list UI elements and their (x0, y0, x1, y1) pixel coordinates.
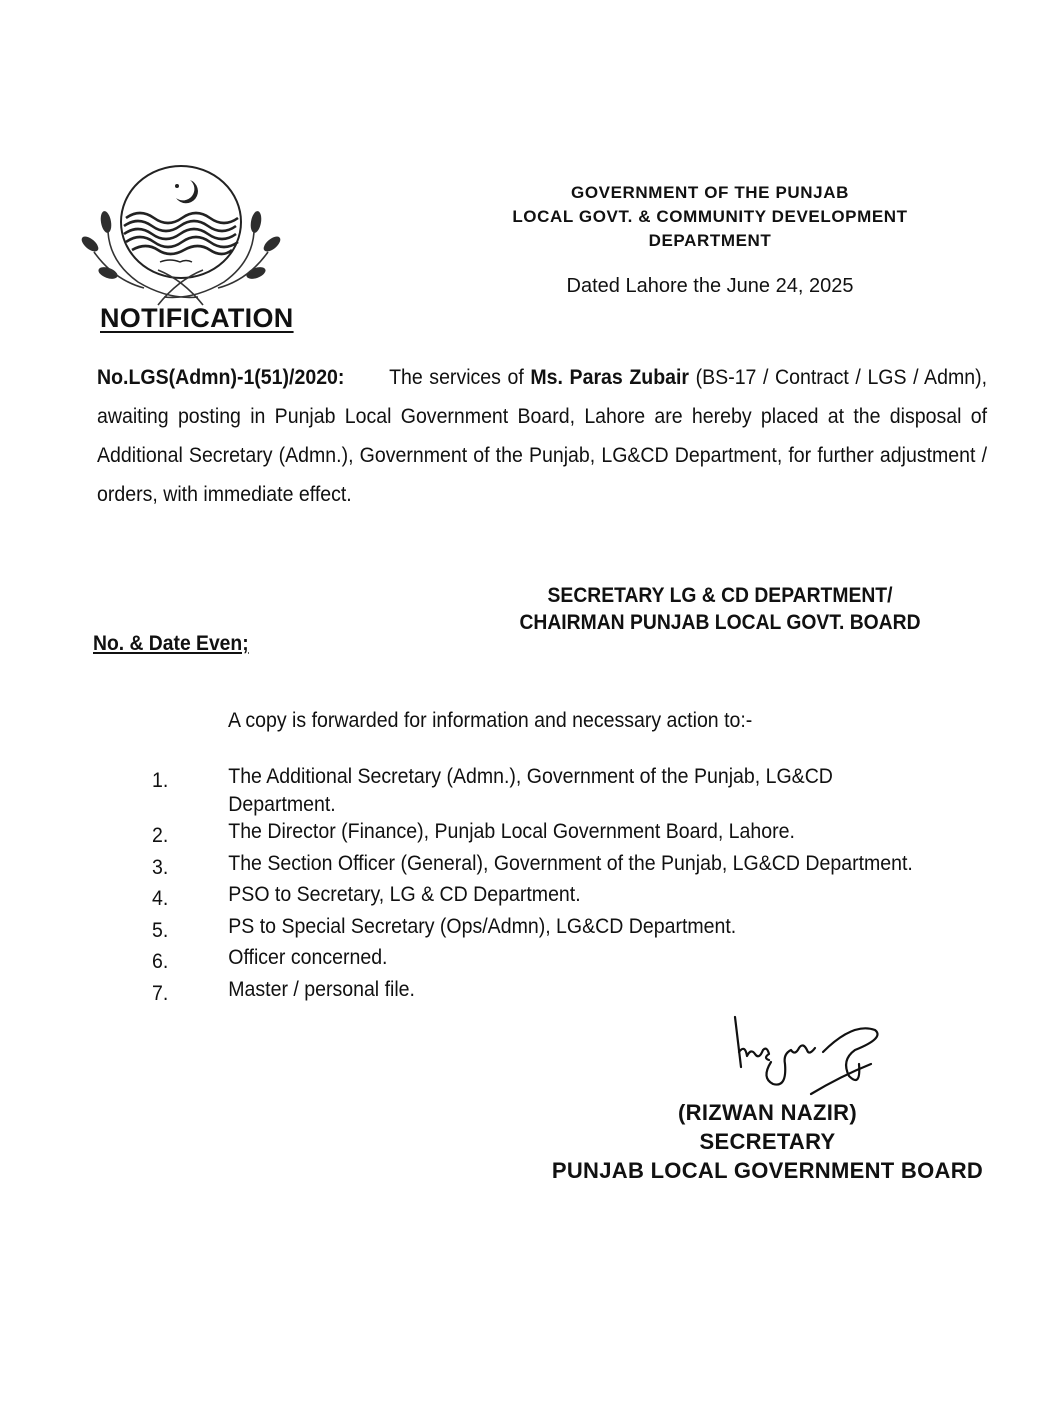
distribution-item (152, 944, 952, 976)
item-text: Master / personal file. (228, 977, 415, 1001)
distribution-item (152, 913, 952, 945)
reference-number: No.LGS(Admn)-1(51)/2020: (97, 366, 345, 389)
distribution-item (152, 881, 952, 913)
issuing-authority (462, 582, 977, 636)
item-text: The Section Officer (General), Government of the Punjab, LG&CD Department. (228, 851, 913, 875)
item-text: Officer concerned. (228, 946, 388, 969)
item-number: 4. (152, 887, 169, 910)
employee-name: Ms. Paras Zubair (530, 366, 690, 389)
letterhead (470, 181, 950, 253)
signatory-organization: PUNJAB LOCAL GOVERNMENT BOARD (551, 1158, 984, 1183)
item-number: 1. (152, 769, 169, 792)
handwritten-signature (725, 1012, 895, 1097)
distribution-item (152, 976, 952, 1008)
item-number: 3. (152, 855, 169, 879)
issuing-authority-line-2: CHAIRMAN PUNJAB LOCAL GOVT. BOARD (519, 611, 921, 634)
item-text: The Director (Finance), Punjab Local Government Board, Lahore. (228, 820, 795, 843)
letterhead-line-3: DEPARTMENT (648, 231, 772, 250)
distribution-item (152, 850, 952, 882)
distribution-item (152, 818, 952, 850)
letterhead-line-1: GOVERNMENT OF THE PUNJAB (571, 183, 849, 202)
body-text-before-name: The services of (389, 366, 531, 389)
signatory-designation: SECRETARY (699, 1129, 836, 1154)
distribution-list (152, 763, 952, 1007)
letterhead-line-2: LOCAL GOVT. & COMMUNITY DEVELOPMENT (512, 207, 908, 226)
item-number: 6. (152, 950, 169, 973)
item-text: The Additional Secretary (Admn.), Government of the Punjab, LG&CD Department. (228, 765, 833, 816)
item-text: PS to Special Secretary (Ops/Admn), LG&CD Department. (228, 914, 737, 938)
item-number: 2. (152, 824, 169, 847)
punjab-government-emblem (78, 160, 283, 310)
item-number: 5. (152, 918, 169, 942)
distribution-item (152, 763, 952, 818)
notification-title: NOTIFICATION (100, 303, 294, 333)
notification-body (97, 358, 987, 514)
item-text: PSO to Secretary, LG & CD Department. (228, 883, 581, 906)
signatory-name: (RIZWAN NAZIR) (678, 1100, 857, 1125)
body-text-after-name: (BS-17 / Contract / LGS / Admn), awaiting posting in Punjab Local Government Board, Lahore are hereby placed at the disposal of Additional Secretary (Admn.), Government of the Punjab, LG&CD Department, for further adjustment / orders, with immediate effect. (97, 366, 988, 506)
item-number: 7. (152, 981, 169, 1005)
signatory-block (520, 1098, 1015, 1185)
endorsement-label: No. & Date Even; (93, 632, 249, 655)
date-line: Dated Lahore the June 24, 2025 (566, 275, 854, 297)
copy-forwarded-intro: A copy is forwarded for information and necessary action to:- (228, 709, 753, 732)
issuing-authority-line-1: SECRETARY LG & CD DEPARTMENT/ (547, 584, 893, 607)
